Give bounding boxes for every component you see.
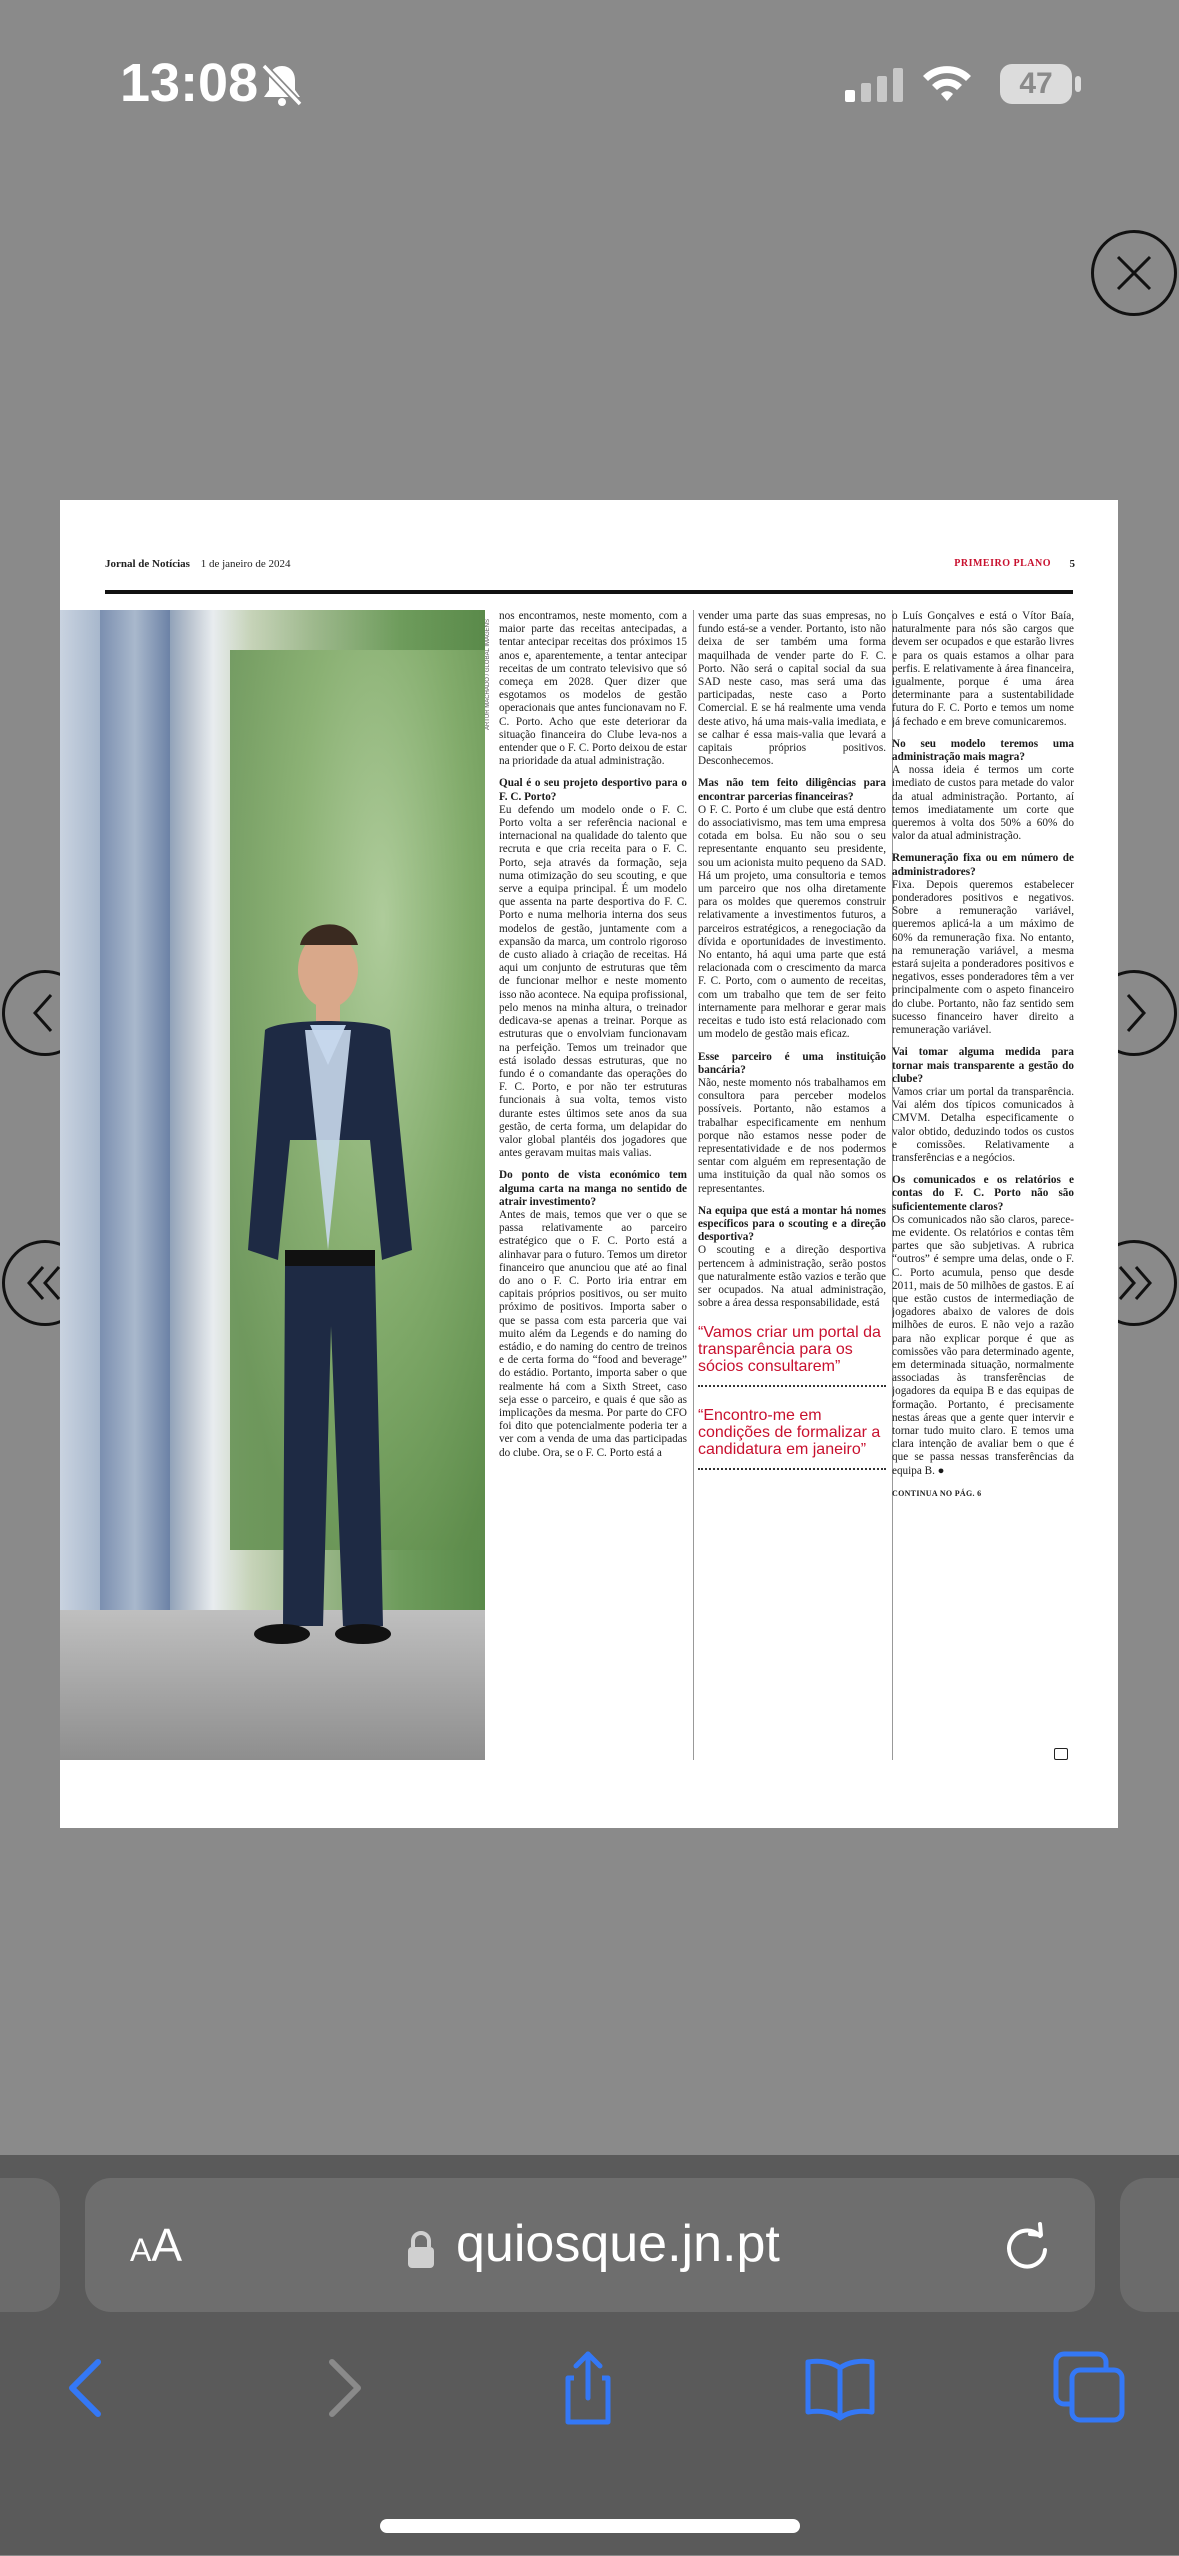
interview-question: Do ponto de vista económico tem alguma carta na manga no sentido de atrair investimento? (499, 1169, 687, 1208)
article-column-3 (892, 610, 1074, 1760)
cellular-signal-icon (845, 68, 905, 104)
interview-question: Os comunicados e os relatórios e contas do F. C. Porto não são suficientemente claros? (892, 1174, 1074, 1213)
article-paragraph: A nossa ideia é termos um corte imediato de custos para metade do valor da atual administração. Portanto, aí temos imediatamente um corte que queremos à volta dos 50% a 60% do valor da atual administração. (892, 764, 1074, 843)
interview-question: Mas não tem feito diligências para encontrar parcerias financeiras? (698, 777, 886, 803)
share-icon[interactable] (548, 2348, 628, 2428)
article-paragraph: Os comunicados não são claros, parece-me evidente. Os relatórios e contas têm partes que são subjetivas. A rubrica “outros” é sempre uma delas, onde o F. C. Porto acumula, penso que desde 2011, mais de 50 milhões de gastos. E aí que estão custos de intermediação de jogadores abaixo de valores de dois milhões de euros. E não vejo a razão para não explicar porque é que as comissões vão para determinado agente, em determinada situação, normalmente associadas às transferências de jogadores da equipa B e das equipas de formação. Portanto, é precisamente nestas áreas que a gente quer intervir e tornar tudo muito claro. E temos uma clara intenção de avaliar bem o que é que se passa nessas transferências da equipa B. ● (892, 1213, 1074, 1477)
article-paragraph: Fixa. Depois queremos estabelecer ponderadores positivos e negativos. Sobre a remuneração variável, queremos aplicá-la a um máximo de 60% da remuneração fixa. No entanto, na remuneração variável, a mesma estará sujeita a ponderadores positivos e negativos, esses ponderadores têm a ver principalmente com o aspeto financeiro do clube. Portanto, não faz sentido sem sucesso financeiro haver direito a remuneração variável. (892, 878, 1074, 1037)
close-icon (1094, 233, 1174, 313)
pull-quote: “Vamos criar um portal da transparência para os sócios consultarem” (698, 1324, 881, 1376)
battery-indicator: 47 (1000, 64, 1072, 104)
status-bar (0, 0, 1179, 150)
article-paragraph: Vamos criar um portal da transparência. Vai além dos típicos comunicados à CMVM. Detalha especificamente o valor obtido, deduzindo todos os custos e comissões. Relativamente a transferências e a negócios. (892, 1085, 1074, 1164)
back-icon[interactable] (48, 2348, 128, 2428)
publication-date: 1 de janeiro de 2024 (200, 558, 291, 570)
close-button[interactable] (1091, 230, 1177, 316)
article-column-2 (698, 610, 886, 1760)
tabs-icon[interactable] (1050, 2348, 1130, 2428)
photo-credit: ARTUR MACHADO / GLOBAL IMAGENS (485, 618, 491, 730)
interview-question: Vai tomar alguma medida para tornar mais transparente a gestão do clube? (892, 1046, 1074, 1085)
previous-tab-pill[interactable] (0, 2178, 60, 2312)
interview-photo (60, 610, 485, 1760)
quote-divider (698, 1468, 886, 1476)
article-paragraph: o Luís Gonçalves e está o Vítor Baía, naturalmente para nós são cargos que devem ser ocupados e que estarão livres e para os quais estamos a olhar para perfis. E relativamente à área financeira, igualmente, porque é uma área determinante para a sustentabilidade futura do F. C. Porto e temos um nome já fechado e em breve comunicaremos. (892, 610, 1074, 728)
interview-question: Qual é o seu projeto desportivo para o F. C. Porto? (499, 777, 687, 803)
article-paragraph: Antes de mais, temos que ver o que se passa relativamente ao parceiro estratégico que o F. C. Porto está a alinhavar para o futuro. Temos um diretor financeiro que anunciou que até ao final do ano o F. C. Porto iria entrar em capitais próprios positivos, ou ser muito próximo de positivos. Importa saber o que se passa com esta parceria que vai muito além da Legends e do naming do estádio, e do naming do centro de treinos e de certa forma do “food and beverage” do estádio. Portanto, importa saber o que realmente há com a Sixth Street, caso seja esse o parceiro, e quais é que são as implicações da mesma. Por parte do CFO foi dito que potencialmente poderia ter a ver com a venda de uma das participadas do clube. Ora, se o F. C. Porto está a (499, 1208, 687, 1459)
newspaper-page[interactable] (60, 500, 1118, 1828)
header-rule (105, 590, 1073, 594)
article-paragraph: vender uma parte das suas empresas, no fundo está-se a vender. Portanto, isto não deixa de ser também uma forma maquilhada de vender parte do F. C. Porto. Não será o capital social da sua SAD neste caso, mas será uma das participadas, neste caso a Porto Comercial. E se há realmente uma venda deste ativo, há uma mais-valia imediata, e se calhar é essa mais-valia que levará a capitais próprios positivos. Desconhecemos. (698, 610, 886, 768)
page-number: 5 (1069, 558, 1075, 570)
interview-question: Remuneração fixa ou em número de administradores? (892, 852, 1074, 878)
status-time: 13:08 (120, 53, 259, 113)
wifi-icon (920, 62, 974, 104)
interview-question: Na equipa que está a montar há nomes específicos para o scouting e a direção desportiva? (698, 1204, 886, 1244)
man-in-suit-figure (60, 610, 485, 1760)
reload-icon[interactable] (1000, 2220, 1054, 2274)
home-indicator[interactable] (380, 2519, 800, 2533)
battery-nub (1075, 76, 1081, 92)
article-paragraph: nos encontramos, neste momento, com a maior parte das receitas antecipadas, a tentar antecipar receitas dos próximos 15 anos e, aparentemente, a tentar antecipar receitas de um contrato televisivo que só começa em 2028. Quer dizer que esgotamos os modelos de gestão operacionais que antes funcionavam no F. C. Porto. Acho que este deteriorar da situação financeira do Clube leva-nos a entender que o F. C. Porto deixou de estar na prioridade da atual administração. (499, 610, 687, 768)
column-divider (693, 610, 694, 1760)
section-name: PRIMEIRO PLANO (954, 558, 1051, 569)
bell-slash-icon (258, 62, 306, 108)
article-paragraph: Não, neste momento nós trabalhamos em consultora para perceber modelos possíveis. Portanto, não estamos a trabalhar especificamente em nenhum porque não estamos nesse poder de representatividade e de nos podermos sentar com alguém em representação de uma instituição da qual não somos os representantes. (698, 1076, 886, 1195)
url-text[interactable]: quiosque.jn.pt (456, 2215, 780, 2273)
article-paragraph: Eu defendo um modelo onde o F. C. Porto volta a ser referência nacional e internacional na qualidade do talento que recruta e que cria receita para o F. C. Porto, seja através da formação, seja numa otimização do seu scouting, e que serve a equipa principal. É um modelo que assenta na parte desportiva do F. C. Porto e numa melhoria interna dos seus modelos de gestão, juntamente com a expansão da marca, um controlo rigoroso de custo aliado à criação de receitas. Há aqui um conjunto de estruturas que têm de funcionar melhor e neste momento isso não acontece. Na equipa profissional, pelo menos na minha altura, o treinador dedicava-se apenas a treinar. Porque as estruturas que o envolviam funcionavam na perfeição. Temos um treinador que está isolado dessas estruturas, que no fundo é o comandante das operações do F. C. Porto, e por não ter estruturas funcionais à sua volta, temos visto durante estes últimos sete anos da sua gestão, de certa forma, um delapidar do valor global plantéis dos jogadores que antes geravam muitas mais valias. (499, 803, 687, 1160)
newspaper-header (105, 558, 1075, 578)
lock-icon (405, 2230, 437, 2270)
forward-icon[interactable] (302, 2348, 382, 2428)
share-icon[interactable] (1054, 1748, 1068, 1760)
interview-question: Esse parceiro é uma instituição bancária? (698, 1050, 886, 1076)
aa-small-label: A (130, 2232, 152, 2268)
bookmarks-icon[interactable] (800, 2348, 880, 2428)
interview-question: No seu modelo teremos uma administração mais magra? (892, 737, 1074, 764)
continued-note: CONTINUA NO PÁG. 6 (892, 1488, 982, 1498)
next-tab-pill[interactable] (1120, 2178, 1179, 2312)
article-paragraph: O F. C. Porto é um clube que está dentro do associativismo, mas tem uma empresa cotada em bolsa. Eu não sou o seu representante enquanto seu presidente, sou um acionista muito pequeno da SAD. Há um projeto, uma consultoria e temos um parceiro que nos olha diretamente para os moldes que queremos construir relativamente a investimentos futuros, a parceiros estratégicos, a renegociação da dívida e oportunidades de investimento. No entanto, há aqui uma parte que está relacionada com o crescimento da marca F. C. Porto, com o aumento de receitas, com um trabalho que tem de ser feito internamente para melhorar e gerar mais receitas e tudo isto está relacionado com um modelo de gestão mais eficaz. (698, 803, 886, 1041)
quote-divider (698, 1385, 886, 1393)
article-column-1 (499, 610, 687, 1760)
article-paragraph: O scouting e a direção desportiva pertencem à administração, serão postos que naturalmente estão vazios e terão que ser ocupados. Na atual administração, sobre a área dessa responsabilidade, está (698, 1244, 886, 1310)
reader-settings-button[interactable] (130, 2218, 182, 2272)
publication-name: Jornal de Notícias (105, 558, 190, 570)
pull-quote: “Encontro-me em condições de formalizar a candidatura em janeiro” (698, 1407, 881, 1459)
aa-large-label: A (151, 2219, 183, 2271)
